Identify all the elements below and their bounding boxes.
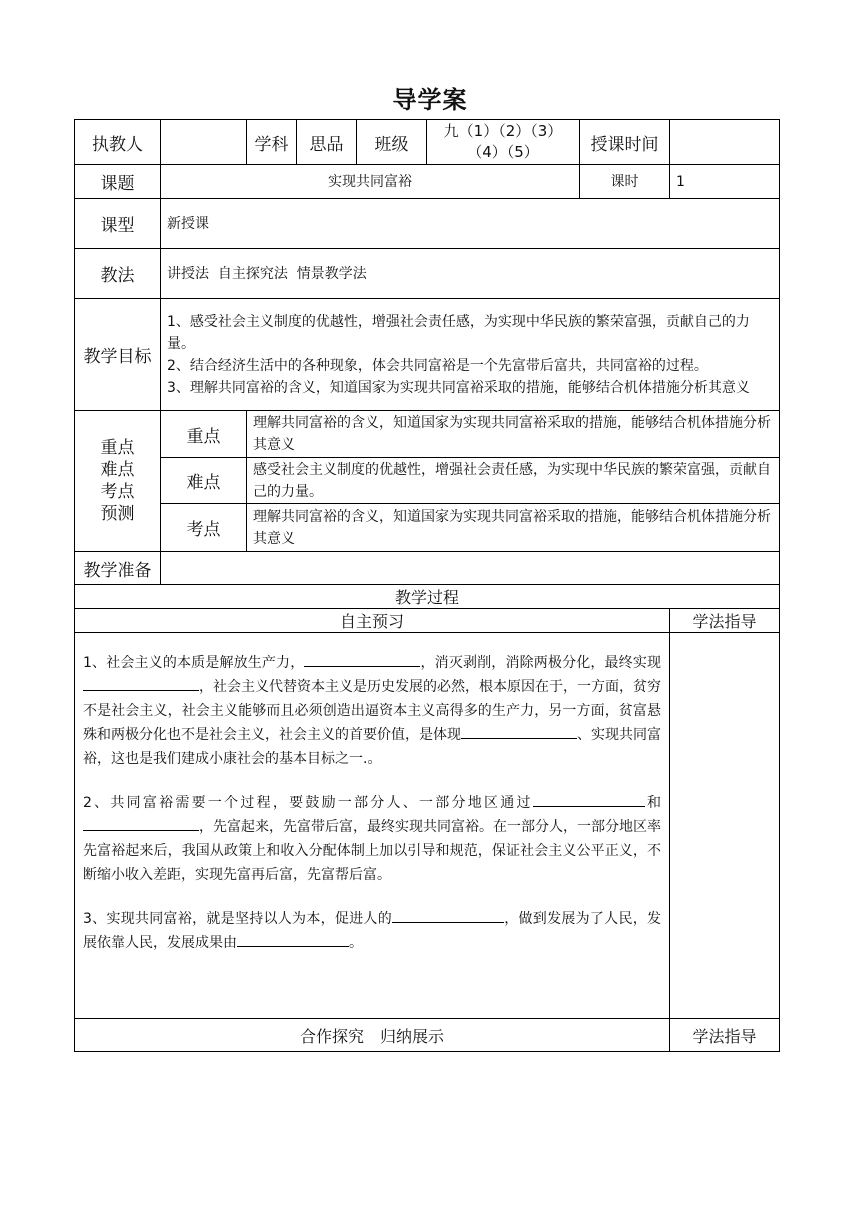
prep-row [75, 552, 780, 585]
subject-label: 学科 [247, 120, 297, 165]
goal-item: 3、理解共同富裕的含义，知道国家为实现共同富裕采取的措施，能够结合机体措施分析其意义 [167, 379, 750, 396]
question-1 [83, 651, 661, 771]
exam-point-value: 理解共同富裕的含义，知道国家为实现共同富裕采取的措施，能够结合机体措施分析其意义 [247, 504, 780, 552]
q1-text: ，社会主义代替资本主义是历史发展的必然，根本原因在于，一方面，贫穷不是社会主义，社会主义能够而且必须创造出逼资本主义高得多的生产力，另一方面，贫富悬殊和两极分化也不是社会主义，社会主义的首要价值，是体现 [83, 679, 661, 743]
focus-row-difficult [75, 458, 780, 504]
q3-text: 。 [349, 935, 363, 951]
goals-row [75, 299, 780, 411]
focus-label-line: 预测 [100, 504, 135, 524]
teacher-label: 执教人 [75, 120, 161, 165]
topic-value: 实现共同富裕 [161, 165, 580, 199]
focus-label-line: 重点 [100, 438, 135, 458]
fill-blank[interactable] [83, 676, 199, 691]
time-value [670, 120, 780, 165]
key-point-label: 重点 [161, 411, 247, 458]
header-row [75, 120, 780, 165]
type-label: 课型 [75, 199, 161, 249]
method-value: 讲授法 自主探究法 情景教学法 [161, 249, 780, 299]
time-label: 授课时间 [580, 120, 670, 165]
q2-text: 和 [644, 795, 662, 811]
fill-blank[interactable] [237, 932, 349, 947]
coop-title: 合作探究 归纳展示 [75, 1019, 670, 1052]
fill-blank[interactable] [392, 908, 504, 923]
key-point-value: 理解共同富裕的含义，知道国家为实现共同富裕采取的措施，能够结合机体措施分析其意义 [247, 411, 780, 458]
fill-blank[interactable] [533, 792, 645, 807]
question-2 [83, 791, 661, 887]
guide-content [670, 633, 780, 1019]
class-value [427, 120, 580, 165]
q1-text: 1、社会主义的本质是解放生产力， [83, 655, 305, 671]
method-row [75, 249, 780, 299]
fill-blank[interactable] [461, 724, 577, 739]
prep-value [161, 552, 780, 585]
teacher-value [161, 120, 247, 165]
self-study-title: 自主预习 [75, 609, 670, 633]
q3-text: 3、实现共同富裕，就是坚持以人为本，促进人的 [83, 911, 392, 927]
topic-row [75, 165, 780, 199]
goals-label: 教学目标 [75, 299, 161, 411]
q1-text: ，消灭剥削，消除两极分化，最终实现 [420, 655, 661, 671]
process-title: 教学过程 [75, 585, 780, 609]
guide-title-2: 学法指导 [670, 1019, 780, 1052]
subject-value: 思品 [297, 120, 357, 165]
type-row [75, 199, 780, 249]
self-study-header-row [75, 609, 780, 633]
goal-item: 2、结合经济生活中的各种现象，体会共同富裕是一个先富带后富共，共同富裕的过程。 [167, 357, 708, 374]
class-label: 班级 [357, 120, 427, 165]
hours-value: 1 [670, 165, 780, 199]
type-value: 新授课 [161, 199, 780, 249]
q2-text: 2、共同富裕需要一个过程，要鼓励一部分人、一部分地区通过 [83, 795, 533, 811]
class-value-line2: （4）（5） [467, 143, 539, 161]
q3-text: ，做到发展为了人民，发展依靠人民，发展成果由 [83, 911, 661, 951]
lesson-plan-table [74, 119, 779, 1052]
guide-title: 学法指导 [670, 609, 780, 633]
focus-group-label [75, 411, 161, 552]
focus-label-line: 考点 [100, 482, 135, 502]
fill-blank[interactable] [83, 816, 199, 831]
focus-row-exam [75, 504, 780, 552]
process-title-row [75, 585, 780, 609]
focus-row-key [75, 411, 780, 458]
difficult-point-value: 感受社会主义制度的优越性，增强社会责任感，为实现中华民族的繁荣富强，贡献自己的力量。 [247, 458, 780, 504]
fill-blank[interactable] [304, 652, 420, 667]
self-study-content [75, 633, 670, 1019]
hours-label: 课时 [580, 165, 670, 199]
focus-label-line: 难点 [100, 460, 135, 480]
goal-item: 1、感受社会主义制度的优越性，增强社会责任感，为实现中华民族的繁荣富强，贡献自己的力量。 [167, 313, 750, 352]
self-study-content-row [75, 633, 780, 1019]
question-3 [83, 907, 661, 955]
difficult-point-label: 难点 [161, 458, 247, 504]
class-value-line1: 九（1）（2）（3） [443, 122, 563, 140]
coop-row [75, 1019, 780, 1052]
topic-label: 课题 [75, 165, 161, 199]
doc-title: 导学案 [392, 86, 468, 114]
method-label: 教法 [75, 249, 161, 299]
exam-point-label: 考点 [161, 504, 247, 552]
prep-label: 教学准备 [75, 552, 161, 585]
q2-text: ，先富起来，先富带后富，最终实现共同富裕。在一部分人，一部分地区率先富裕起来后，我国从政策上和收入分配体制上加以引导和规范，保证社会主义公平正义，不断缩小收入差距，实现先富再后富，先富帮后富。 [83, 819, 661, 883]
goals-content [161, 299, 780, 411]
q1-text: 、实现共同富裕，这也是我们建成小康社会的基本目标之一.。 [83, 727, 661, 767]
